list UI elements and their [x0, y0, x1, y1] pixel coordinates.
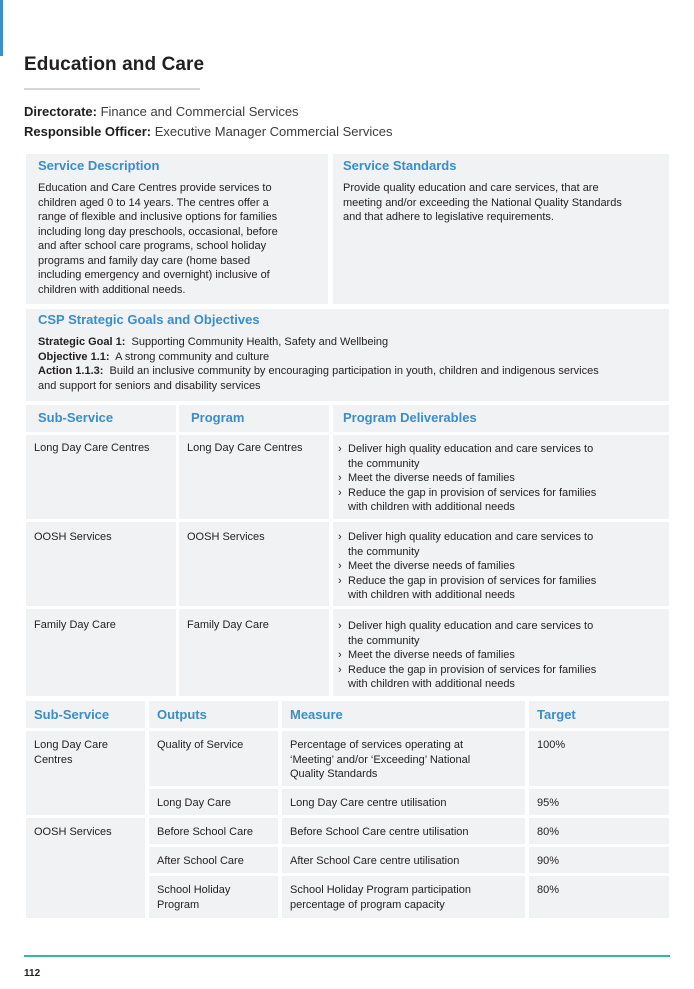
header-measure: Measure: [290, 707, 343, 722]
table-row: [179, 435, 329, 519]
footer-rule: [24, 955, 670, 957]
action-value-line1: Build an inclusive community by encouraging participation in youth, children and indigenous services: [109, 365, 599, 377]
deliverable-text: Reduce the gap in provision of services for families: [348, 663, 597, 676]
title-underline: [24, 88, 200, 90]
table-row: [26, 435, 176, 519]
chevron-right-icon: ›: [338, 620, 342, 632]
text-line: Percentage of services operating at: [290, 739, 464, 751]
chevron-right-icon: ›: [338, 443, 342, 455]
measure-cell: Long Day Care centre utilisation: [290, 797, 447, 809]
table-row: [26, 609, 176, 696]
list-item: [338, 663, 596, 692]
sub-service-cell: OOSH Services: [34, 531, 112, 543]
chevron-right-icon: ›: [338, 574, 342, 587]
deliverable-text: the community: [348, 634, 420, 647]
service-description-panel: [26, 154, 328, 304]
service-standards-heading: Service Standards: [343, 158, 457, 173]
page-number: 112: [24, 968, 41, 979]
header-sub-service: Sub-Service: [34, 707, 110, 722]
chevron-right-icon: ›: [338, 560, 342, 572]
chevron-right-icon: ›: [338, 649, 342, 661]
program-cell: Family Day Care: [187, 619, 269, 631]
program-table-header-cell: [26, 405, 176, 432]
objective-line: [38, 350, 663, 365]
output-cell: Before School Care: [157, 826, 253, 838]
csp-heading: CSP Strategic Goals and Objectives: [38, 312, 260, 327]
list-item: [338, 442, 596, 471]
directorate-value: Finance and Commercial Services: [100, 104, 299, 119]
text-line: and that adhere to legislative requirements.: [343, 211, 554, 223]
deliverable-text: Meet the diverse needs of families: [348, 472, 515, 484]
program-table-header-cell: [333, 405, 669, 432]
list-item: [338, 648, 596, 663]
chevron-right-icon: ›: [338, 531, 342, 543]
text-line: including long day preschools, occasional, before: [38, 225, 278, 238]
measure-cell: [290, 738, 470, 782]
responsible-officer-label: Responsible Officer:: [24, 124, 152, 139]
objective-label: Objective 1.1:: [38, 350, 110, 363]
csp-text: [38, 335, 663, 393]
list-item: [338, 486, 596, 515]
table-row: [333, 435, 669, 519]
text-line: programs and family day care (home based: [38, 254, 251, 267]
page-title: Education and Care: [24, 54, 205, 75]
merged-cell-fill: [26, 873, 145, 876]
text-line: range of flexible and inclusive options for families: [38, 211, 278, 223]
deliverables-list: [338, 530, 596, 603]
list-item: [338, 530, 596, 559]
merged-cell-fill: [26, 844, 145, 847]
text-line: Centres: [34, 753, 73, 766]
sub-service-cell: Family Day Care: [34, 619, 116, 631]
sub-service-cell: [34, 738, 108, 767]
header-sub-service: Sub-Service: [38, 410, 114, 425]
service-standards-text: [343, 181, 622, 225]
target-cell: 80%: [537, 884, 560, 896]
table-row: [26, 522, 176, 606]
text-line: and after school care programs, school holiday: [38, 240, 267, 252]
text-line: School Holiday: [157, 884, 231, 896]
program-table-header-cell: [179, 405, 329, 432]
table-row: [333, 609, 669, 696]
chevron-right-icon: ›: [338, 486, 342, 499]
program-cell: OOSH Services: [187, 531, 265, 543]
text-line: children aged 0 to 14 years. The centres offer a: [38, 196, 269, 209]
text-line: Education and Care Centres provide services to: [38, 182, 272, 194]
list-item: [338, 574, 596, 603]
chevron-right-icon: ›: [338, 663, 342, 676]
measure-cell: After School Care centre utilisation: [290, 855, 460, 867]
deliverable-text: the community: [348, 545, 420, 558]
deliverable-text: with children with additional needs: [348, 678, 515, 690]
output-cell: Quality of Service: [157, 739, 244, 751]
header-target: Target: [537, 707, 576, 722]
table-row: [333, 522, 669, 606]
target-cell: 80%: [537, 826, 560, 838]
sub-service-cell: [34, 825, 112, 840]
deliverable-text: Deliver high quality education and care services to: [348, 443, 594, 455]
output-cell: [157, 883, 230, 912]
csp-goals-panel: [26, 309, 669, 401]
text-line: OOSH Services: [34, 826, 112, 838]
deliverables-list: [338, 619, 596, 692]
service-description-heading: Service Description: [38, 158, 160, 173]
responsible-officer-line: [24, 124, 392, 139]
deliverable-text: the community: [348, 457, 420, 470]
text-line: Quality Standards: [290, 768, 378, 780]
target-cell: 90%: [537, 855, 560, 867]
service-description-text: [38, 181, 278, 297]
sub-service-cell: Long Day Care Centres: [34, 442, 150, 454]
deliverable-text: Reduce the gap in provision of services for families: [348, 574, 597, 587]
deliverable-text: Reduce the gap in provision of services for families: [348, 486, 597, 499]
target-cell: 100%: [537, 739, 566, 751]
action-value-line2: and support for seniors and disability services: [38, 379, 261, 392]
deliverable-text: Meet the diverse needs of families: [348, 649, 515, 661]
program-cell: Long Day Care Centres: [187, 442, 303, 454]
text-line: meeting and/or exceeding the National Quality Standards: [343, 196, 622, 209]
table-row: [179, 522, 329, 606]
strategic-goal-line: [38, 335, 663, 350]
strategic-goal-value: Supporting Community Health, Safety and Wellbeing: [131, 336, 389, 348]
text-line: percentage of program capacity: [290, 898, 445, 911]
column-divider: [278, 701, 282, 918]
text-line: School Holiday Program participation: [290, 884, 471, 896]
target-cell: 95%: [537, 797, 560, 809]
deliverables-list: [338, 442, 596, 515]
action-line: [38, 364, 663, 379]
measure-cell: [290, 883, 471, 912]
action-label: Action 1.1.3:: [38, 365, 104, 377]
output-cell: Long Day Care: [157, 797, 231, 809]
list-item: [338, 471, 596, 486]
deliverable-text: with children with additional needs: [348, 589, 515, 601]
text-line: Provide quality education and care services, that are: [343, 182, 599, 194]
deliverable-text: Deliver high quality education and care services to: [348, 620, 594, 632]
text-line: including emergency and overnight) inclusive of: [38, 269, 270, 281]
responsible-officer-value: Executive Manager Commercial Services: [154, 124, 393, 139]
output-cell: After School Care: [157, 855, 244, 867]
directorate-line: [24, 104, 299, 119]
text-line: ‘Meeting’ and/or ‘Exceeding’ National: [290, 753, 471, 766]
text-line: Program: [157, 898, 200, 911]
text-line: Long Day Care: [34, 739, 108, 751]
list-item: [338, 559, 596, 574]
measure-cell: Before School Care centre utilisation: [290, 826, 469, 838]
directorate-label: Directorate:: [24, 104, 97, 119]
column-divider: [525, 701, 529, 918]
deliverable-text: with children with additional needs: [348, 501, 515, 513]
text-line: children with additional needs.: [38, 283, 186, 296]
merged-cell-fill: [26, 786, 145, 789]
header-program: Program: [191, 410, 245, 425]
list-item: [338, 619, 596, 648]
top-accent-bar: [0, 0, 3, 56]
service-standards-panel: [333, 154, 669, 304]
strategic-goal-label: Strategic Goal 1:: [38, 336, 126, 348]
deliverable-text: Meet the diverse needs of families: [348, 560, 515, 572]
table-row: [179, 609, 329, 696]
objective-value: A strong community and culture: [115, 350, 270, 363]
deliverable-text: Deliver high quality education and care services to: [348, 531, 594, 543]
header-program-deliverables: Program Deliverables: [343, 410, 477, 425]
column-divider: [145, 701, 149, 918]
chevron-right-icon: ›: [338, 472, 342, 484]
header-outputs: Outputs: [157, 707, 207, 722]
